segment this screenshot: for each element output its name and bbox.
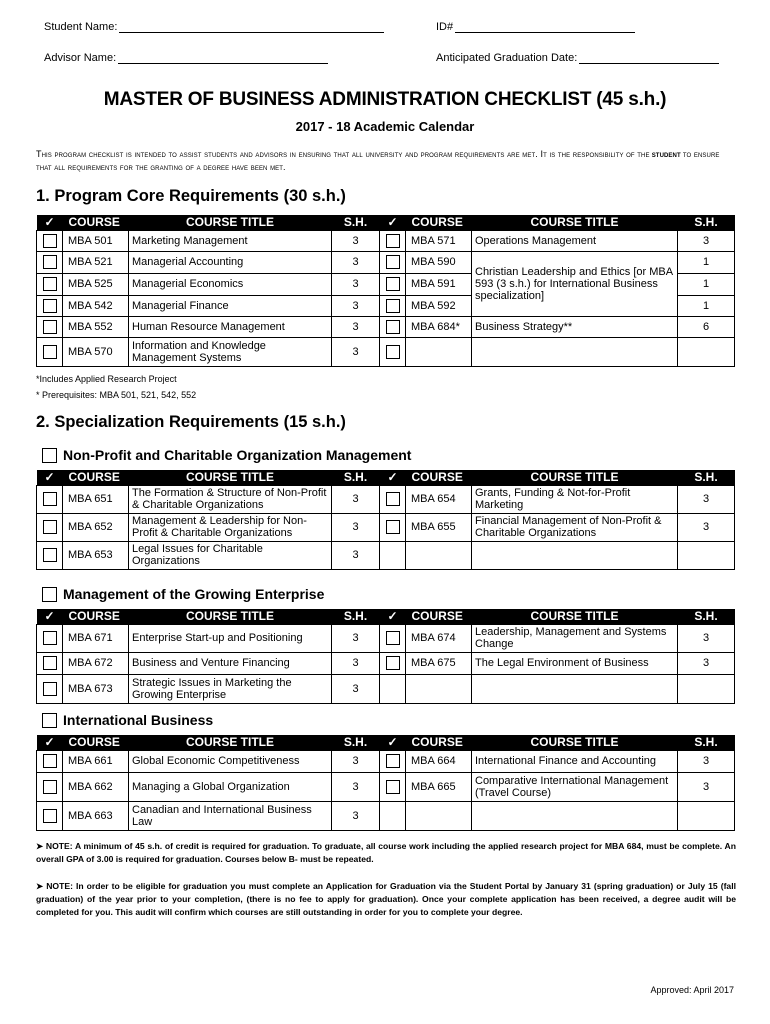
course-title: The Formation & Structure of Non-Profit & Charitable Organizations	[129, 485, 332, 513]
course-checkbox[interactable]	[386, 492, 400, 506]
id-line[interactable]	[455, 32, 635, 33]
course-code: MBA 664	[406, 750, 472, 772]
course-code: MBA 653	[63, 541, 129, 569]
course-checkbox[interactable]	[386, 320, 400, 334]
nonprofit-checkbox[interactable]	[42, 448, 57, 463]
course-checkbox[interactable]	[43, 682, 57, 696]
course-checkbox[interactable]	[43, 520, 57, 534]
course-title: Managing a Global Organization	[129, 772, 332, 801]
course-sh: 3	[332, 251, 380, 273]
course-title: Global Economic Competitiveness	[129, 750, 332, 772]
intro-bold: student	[651, 149, 681, 159]
nonprofit-heading-label: Non-Profit and Charitable Organization Management	[63, 447, 412, 463]
empty-cell	[472, 801, 678, 830]
empty-cell	[472, 541, 678, 569]
table-row	[37, 316, 735, 337]
course-header: COURSE	[406, 470, 472, 485]
course-sh: 3	[678, 485, 735, 513]
table-row	[37, 230, 735, 251]
course-title: Marketing Management	[129, 230, 332, 251]
international-heading[interactable]	[42, 712, 213, 728]
course-sh: 3	[678, 624, 735, 652]
intro-text	[36, 148, 736, 174]
sh-header: S.H.	[678, 609, 735, 624]
course-checkbox[interactable]	[386, 299, 400, 313]
core-header-row	[37, 215, 735, 230]
course-sh: 3	[678, 772, 735, 801]
course-checkbox[interactable]	[43, 277, 57, 291]
course-sh: 3	[332, 316, 380, 337]
graduation-credit-note: ➤ NOTE: A minimum of 45 s.h. of credit is required for graduation. To graduate, all course work including the applied research project for MBA 684, must be complete. An overall GPA of 3.00 is required for graduation. Courses below B- must be repeated.	[36, 841, 736, 864]
course-checkbox[interactable]	[386, 631, 400, 645]
growing-checkbox[interactable]	[42, 587, 57, 602]
approved-date: Approved: April 2017	[650, 985, 734, 995]
international-checkbox[interactable]	[42, 713, 57, 728]
sh-header: S.H.	[332, 609, 380, 624]
course-sh: 3	[332, 652, 380, 674]
course-code: MBA 591	[406, 273, 472, 295]
course-checkbox[interactable]	[386, 234, 400, 248]
course-title-merged: Christian Leadership and Ethics [or MBA 593 (3 s.h.) for International Business specialization]	[472, 251, 678, 316]
table-row	[37, 772, 735, 801]
course-sh: 3	[332, 624, 380, 652]
course-title: International Finance and Accounting	[472, 750, 678, 772]
course-sh: 3	[332, 485, 380, 513]
empty-cell	[678, 541, 735, 569]
id-field[interactable]	[436, 21, 635, 33]
course-title: Information and Knowledge Management Systems	[129, 337, 332, 366]
course-code: MBA 651	[63, 485, 129, 513]
course-sh: 1	[678, 273, 735, 295]
student-name-label: Student Name:	[44, 21, 118, 33]
course-title: Comparative International Management (Travel Course)	[472, 772, 678, 801]
course-checkbox[interactable]	[43, 234, 57, 248]
course-checkbox[interactable]	[43, 299, 57, 313]
nonprofit-table	[36, 470, 735, 570]
check-header: ✓	[380, 735, 406, 750]
course-title: Managerial Finance	[129, 295, 332, 316]
course-code: MBA 665	[406, 772, 472, 801]
course-header: COURSE	[406, 609, 472, 624]
course-title: Human Resource Management	[129, 316, 332, 337]
id-label: ID#	[436, 21, 454, 33]
table-row	[37, 251, 735, 273]
course-code: MBA 674	[406, 624, 472, 652]
graduation-application-note: ➤ NOTE: In order to be eligible for graduation you must complete an Application for Graduation via the Student Portal by January 31 (spring graduation) or July 15 (fall graduation) of the year prior to your completion, (there is no fee to apply for graduation). Once your complete application has been received, a degree audit will be completed for you. This audit will confirm which courses are still outstanding in order for you to complete your degree.	[36, 881, 736, 917]
sh-header: S.H.	[678, 735, 735, 750]
course-code: MBA 570	[63, 337, 129, 366]
course-code: MBA 590	[406, 251, 472, 273]
empty-cell	[472, 337, 678, 366]
course-code: MBA 592	[406, 295, 472, 316]
empty-cell	[380, 801, 406, 830]
course-sh: 3	[332, 295, 380, 316]
page-subtitle: 2017 - 18 Academic Calendar	[295, 119, 475, 134]
table-row	[37, 750, 735, 772]
course-header: COURSE	[63, 215, 129, 230]
course-code: MBA 673	[63, 674, 129, 703]
course-sh: 3	[678, 750, 735, 772]
course-checkbox[interactable]	[386, 656, 400, 670]
course-checkbox[interactable]	[386, 780, 400, 794]
check-header: ✓	[37, 470, 63, 485]
course-checkbox[interactable]	[43, 345, 57, 359]
international-header-row	[37, 735, 735, 750]
course-title: Strategic Issues in Marketing the Growing Enterprise	[129, 674, 332, 703]
check-header: ✓	[380, 609, 406, 624]
course-code: MBA 671	[63, 624, 129, 652]
international-table	[36, 735, 735, 831]
course-code: MBA 552	[63, 316, 129, 337]
course-sh: 3	[332, 230, 380, 251]
course-code: MBA 672	[63, 652, 129, 674]
intro-part2: to ensure that all requirements for the granting of a degree have been met.	[36, 149, 720, 172]
graduation-date-line[interactable]	[579, 63, 719, 64]
course-sh: 1	[678, 295, 735, 316]
course-checkbox[interactable]	[43, 492, 57, 506]
footnote-prerequisites: * Prerequisites: MBA 501, 521, 542, 552	[36, 390, 197, 400]
course-header: COURSE	[406, 215, 472, 230]
empty-cell	[678, 801, 735, 830]
course-sh: 3	[332, 513, 380, 541]
course-code: MBA 525	[63, 273, 129, 295]
course-code: MBA 655	[406, 513, 472, 541]
course-checkbox[interactable]	[43, 754, 57, 768]
course-title: Canadian and International Business Law	[129, 801, 332, 830]
page-title: MASTER OF BUSINESS ADMINISTRATION CHECKLIST (45 s.h.)	[103, 89, 667, 110]
course-header: COURSE	[406, 735, 472, 750]
course-title-header: COURSE TITLE	[472, 470, 678, 485]
course-sh: 3	[332, 541, 380, 569]
growing-heading-label: Management of the Growing Enterprise	[63, 586, 325, 602]
international-heading-label: International Business	[63, 712, 214, 728]
course-code: MBA 654	[406, 485, 472, 513]
course-title: Grants, Funding & Not-for-Profit Marketing	[472, 485, 678, 513]
check-header: ✓	[37, 215, 63, 230]
core-heading: 1. Program Core Requirements (30 s.h.)	[36, 187, 346, 205]
growing-table	[36, 609, 735, 704]
empty-cell	[406, 801, 472, 830]
course-title: Managerial Economics	[129, 273, 332, 295]
course-title: Management & Leadership for Non-Profit & Charitable Organizations	[129, 513, 332, 541]
sh-header: S.H.	[678, 215, 735, 230]
course-code: MBA 684*	[406, 316, 472, 337]
check-header: ✓	[37, 735, 63, 750]
course-code: MBA 571	[406, 230, 472, 251]
core-table	[36, 215, 735, 367]
advisor-name-label: Advisor Name:	[44, 52, 117, 64]
table-row	[37, 513, 735, 541]
course-sh: 1	[678, 251, 735, 273]
course-title-header: COURSE TITLE	[129, 215, 332, 230]
course-title: Managerial Accounting	[129, 251, 332, 273]
course-title: The Legal Environment of Business	[472, 652, 678, 674]
course-title: Operations Management	[472, 230, 678, 251]
course-sh: 3	[332, 750, 380, 772]
empty-cell	[380, 541, 406, 569]
course-title-header: COURSE TITLE	[472, 735, 678, 750]
table-row	[37, 624, 735, 652]
growing-heading[interactable]	[42, 586, 324, 602]
empty-cell	[380, 674, 406, 703]
course-code: MBA 542	[63, 295, 129, 316]
sh-header: S.H.	[678, 470, 735, 485]
sh-header: S.H.	[332, 735, 380, 750]
table-row	[37, 337, 735, 366]
course-header: COURSE	[63, 735, 129, 750]
check-header: ✓	[380, 470, 406, 485]
course-sh: 3	[332, 337, 380, 366]
advisor-name-line[interactable]	[118, 63, 328, 64]
empty-cell	[678, 674, 735, 703]
course-title-header: COURSE TITLE	[472, 609, 678, 624]
course-sh: 6	[678, 316, 735, 337]
sh-header: S.H.	[332, 215, 380, 230]
course-title-header: COURSE TITLE	[129, 470, 332, 485]
table-row	[37, 801, 735, 830]
empty-cell	[678, 337, 735, 366]
course-title: Enterprise Start-up and Positioning	[129, 624, 332, 652]
empty-cell	[406, 541, 472, 569]
course-checkbox[interactable]	[43, 631, 57, 645]
course-title: Business Strategy**	[472, 316, 678, 337]
course-sh: 3	[332, 674, 380, 703]
course-sh: 3	[678, 513, 735, 541]
course-code: MBA 501	[63, 230, 129, 251]
course-header: COURSE	[63, 609, 129, 624]
course-code: MBA 675	[406, 652, 472, 674]
course-checkbox[interactable]	[43, 656, 57, 670]
table-row	[37, 541, 735, 569]
course-sh: 3	[332, 801, 380, 830]
sh-header: S.H.	[332, 470, 380, 485]
course-code: MBA 652	[63, 513, 129, 541]
nonprofit-heading[interactable]	[42, 447, 411, 463]
course-code: MBA 663	[63, 801, 129, 830]
course-title: Financial Management of Non-Profit & Charitable Organizations	[472, 513, 678, 541]
course-code: MBA 662	[63, 772, 129, 801]
advisor-name-field[interactable]	[44, 52, 328, 64]
growing-header-row	[37, 609, 735, 624]
course-checkbox[interactable]	[43, 780, 57, 794]
course-title: Legal Issues for Charitable Organizations	[129, 541, 332, 569]
course-title: Business and Venture Financing	[129, 652, 332, 674]
course-code: MBA 661	[63, 750, 129, 772]
course-title-header: COURSE TITLE	[472, 215, 678, 230]
table-row	[37, 485, 735, 513]
specialization-heading: 2. Specialization Requirements (15 s.h.)	[36, 413, 346, 431]
course-checkbox[interactable]	[386, 255, 400, 269]
student-name-line[interactable]	[119, 32, 384, 33]
course-checkbox[interactable]	[386, 345, 400, 359]
course-sh: 3	[332, 772, 380, 801]
graduation-date-field[interactable]	[436, 52, 719, 64]
course-sh: 3	[678, 652, 735, 674]
table-row	[37, 674, 735, 703]
course-title-header: COURSE TITLE	[129, 609, 332, 624]
course-code: MBA 521	[63, 251, 129, 273]
course-title-header: COURSE TITLE	[129, 735, 332, 750]
student-name-field[interactable]	[44, 21, 384, 33]
course-title: Leadership, Management and Systems Change	[472, 624, 678, 652]
course-sh: 3	[678, 230, 735, 251]
empty-cell	[406, 674, 472, 703]
course-checkbox[interactable]	[43, 548, 57, 562]
nonprofit-header-row	[37, 470, 735, 485]
check-header: ✓	[37, 609, 63, 624]
course-checkbox[interactable]	[43, 320, 57, 334]
course-header: COURSE	[63, 470, 129, 485]
course-checkbox[interactable]	[386, 277, 400, 291]
course-checkbox[interactable]	[43, 809, 57, 823]
course-checkbox[interactable]	[386, 754, 400, 768]
empty-cell	[406, 337, 472, 366]
footnote-research: *Includes Applied Research Project	[36, 374, 177, 384]
course-sh: 3	[332, 273, 380, 295]
intro-part1: This program checklist is intended to assist students and advisors in ensuring that all university and program requirements are met. It is the responsibility of the	[36, 149, 650, 159]
graduation-date-label: Anticipated Graduation Date:	[436, 52, 578, 64]
empty-cell	[472, 674, 678, 703]
table-row	[37, 652, 735, 674]
course-checkbox[interactable]	[43, 255, 57, 269]
course-checkbox[interactable]	[386, 520, 400, 534]
check-header: ✓	[380, 215, 406, 230]
